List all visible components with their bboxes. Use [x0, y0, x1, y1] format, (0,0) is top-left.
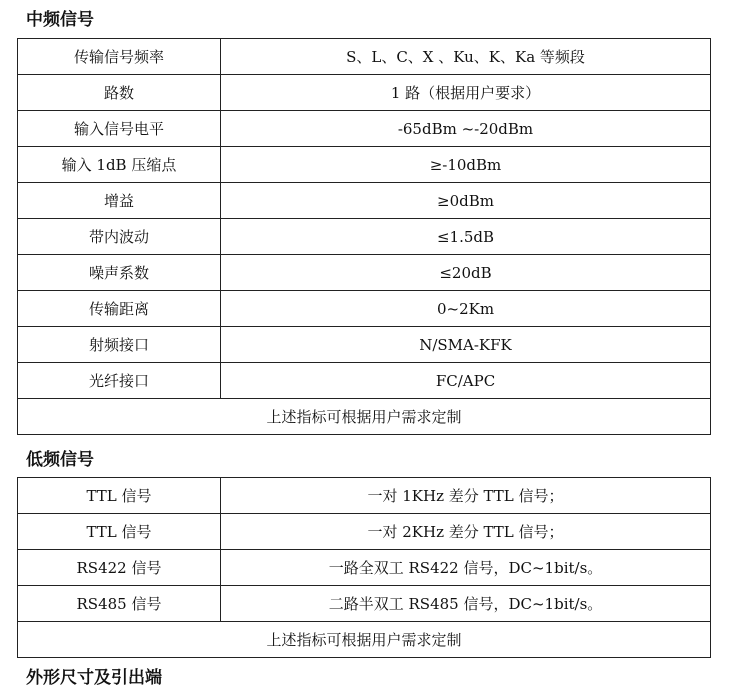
row-label: RS422 信号 [18, 550, 221, 586]
row-label: 输入信号电平 [18, 111, 221, 147]
section-title-if: 中频信号 [26, 10, 94, 30]
table-row [18, 586, 711, 622]
table-row [18, 39, 711, 75]
table-footer-row [18, 622, 711, 658]
row-label: 传输距离 [18, 291, 221, 327]
table-footer-note: 上述指标可根据用户需求定制 [18, 399, 711, 435]
table-row [18, 219, 711, 255]
table-row [18, 75, 711, 111]
row-label: TTL 信号 [18, 478, 221, 514]
row-value: 1 路（根据用户要求） [221, 75, 711, 111]
section-title-dimensions: 外形尺寸及引出端 [26, 668, 162, 688]
row-value: 一对 1KHz 差分 TTL 信号； [221, 478, 711, 514]
row-label: RS485 信号 [18, 586, 221, 622]
if-spec-table [17, 38, 711, 435]
row-value: S、L、C、X 、Ku、K、Ka 等频段 [221, 39, 711, 75]
table-footer-row [18, 399, 711, 435]
row-label: 射频接口 [18, 327, 221, 363]
row-label: 噪声系数 [18, 255, 221, 291]
row-value: 二路半双工 RS485 信号，DC~1bit/s。 [221, 586, 711, 622]
table-row [18, 255, 711, 291]
row-label: TTL 信号 [18, 514, 221, 550]
row-label: 增益 [18, 183, 221, 219]
row-value: ≤20dB [221, 255, 711, 291]
row-value: ≥-10dBm [221, 147, 711, 183]
lf-spec-table [17, 477, 711, 658]
table-row [18, 327, 711, 363]
row-value: 一对 2KHz 差分 TTL 信号； [221, 514, 711, 550]
row-value: ≤1.5dB [221, 219, 711, 255]
row-value: 0~2Km [221, 291, 711, 327]
table-row [18, 183, 711, 219]
row-value: -65dBm ~-20dBm [221, 111, 711, 147]
table-footer-note: 上述指标可根据用户需求定制 [18, 622, 711, 658]
row-label: 带内波动 [18, 219, 221, 255]
table-row [18, 111, 711, 147]
table-row [18, 514, 711, 550]
table-row [18, 147, 711, 183]
table-row [18, 363, 711, 399]
row-value: FC/APC [221, 363, 711, 399]
table-row [18, 550, 711, 586]
table-row [18, 291, 711, 327]
row-label: 传输信号频率 [18, 39, 221, 75]
table-row [18, 478, 711, 514]
row-value: ≥0dBm [221, 183, 711, 219]
section-title-lf: 低频信号 [26, 450, 94, 470]
row-label: 输入 1dB 压缩点 [18, 147, 221, 183]
row-label: 路数 [18, 75, 221, 111]
row-label: 光纤接口 [18, 363, 221, 399]
row-value: N/SMA-KFK [221, 327, 711, 363]
row-value: 一路全双工 RS422 信号，DC~1bit/s。 [221, 550, 711, 586]
